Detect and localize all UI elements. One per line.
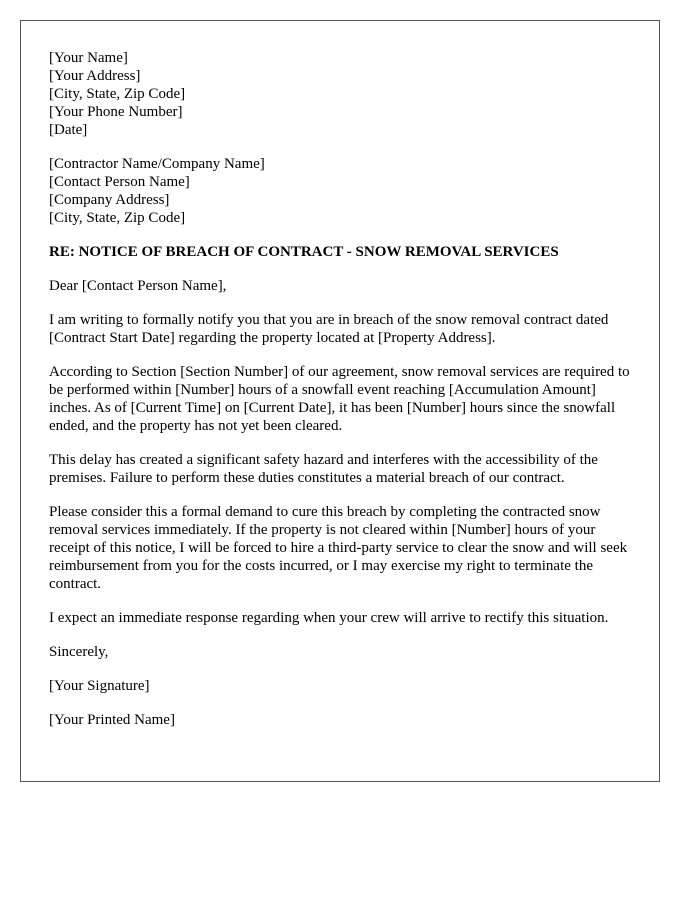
- recipient-block: [49, 155, 631, 227]
- paragraph-breach-notice: I am writing to formally notify you that you are in breach of the snow removal contract dated [Contract Start Date] regarding the property located at [Property Address].: [49, 312, 609, 346]
- sender-city-state-zip: [City, State, Zip Code]: [49, 86, 186, 102]
- letter-date: [Date]: [49, 122, 88, 138]
- signature: [Your Signature]: [49, 678, 150, 694]
- sender-name: [Your Name]: [49, 50, 128, 66]
- sender-address: [Your Address]: [49, 68, 141, 84]
- closing: Sincerely,: [49, 644, 109, 660]
- letter-page: [20, 20, 660, 782]
- paragraph-response-request: I expect an immediate response regarding when your crew will arrive to rectify this situation.: [49, 610, 609, 626]
- paragraph-safety-hazard: This delay has created a significant safety hazard and interferes with the accessibility of the premises. Failure to perform these duties constitutes a material breach of our contract.: [49, 452, 598, 486]
- subject-line: RE: NOTICE OF BREACH OF CONTRACT - SNOW REMOVAL SERVICES: [49, 244, 559, 260]
- recipient-city-state-zip: [City, State, Zip Code]: [49, 210, 186, 226]
- salutation: Dear [Contact Person Name],: [49, 278, 227, 294]
- printed-name: [Your Printed Name]: [49, 712, 175, 728]
- recipient-contact: [Contact Person Name]: [49, 174, 190, 190]
- recipient-address: [Company Address]: [49, 192, 170, 208]
- paragraph-formal-demand: Please consider this a formal demand to cure this breach by completing the contracted snow removal services immediately. If the property is not cleared within [Number] hours of your receipt of this notice, I will be forced to hire a third-party service to clear the snow and will seek reimbursement from you for the costs incurred, or I may exercise my right to terminate the contract.: [49, 504, 628, 592]
- paragraph-contract-terms: According to Section [Section Number] of our agreement, snow removal services are required to be performed within [Number] hours of a snowfall event reaching [Accumulation Amount] inches. As of [Current Time] on [Current Date], it has been [Number] hours since the snowfall ended, and the property has not yet been cleared.: [49, 364, 630, 434]
- sender-block: [49, 49, 631, 139]
- sender-phone: [Your Phone Number]: [49, 104, 183, 120]
- recipient-company: [Contractor Name/Company Name]: [49, 156, 265, 172]
